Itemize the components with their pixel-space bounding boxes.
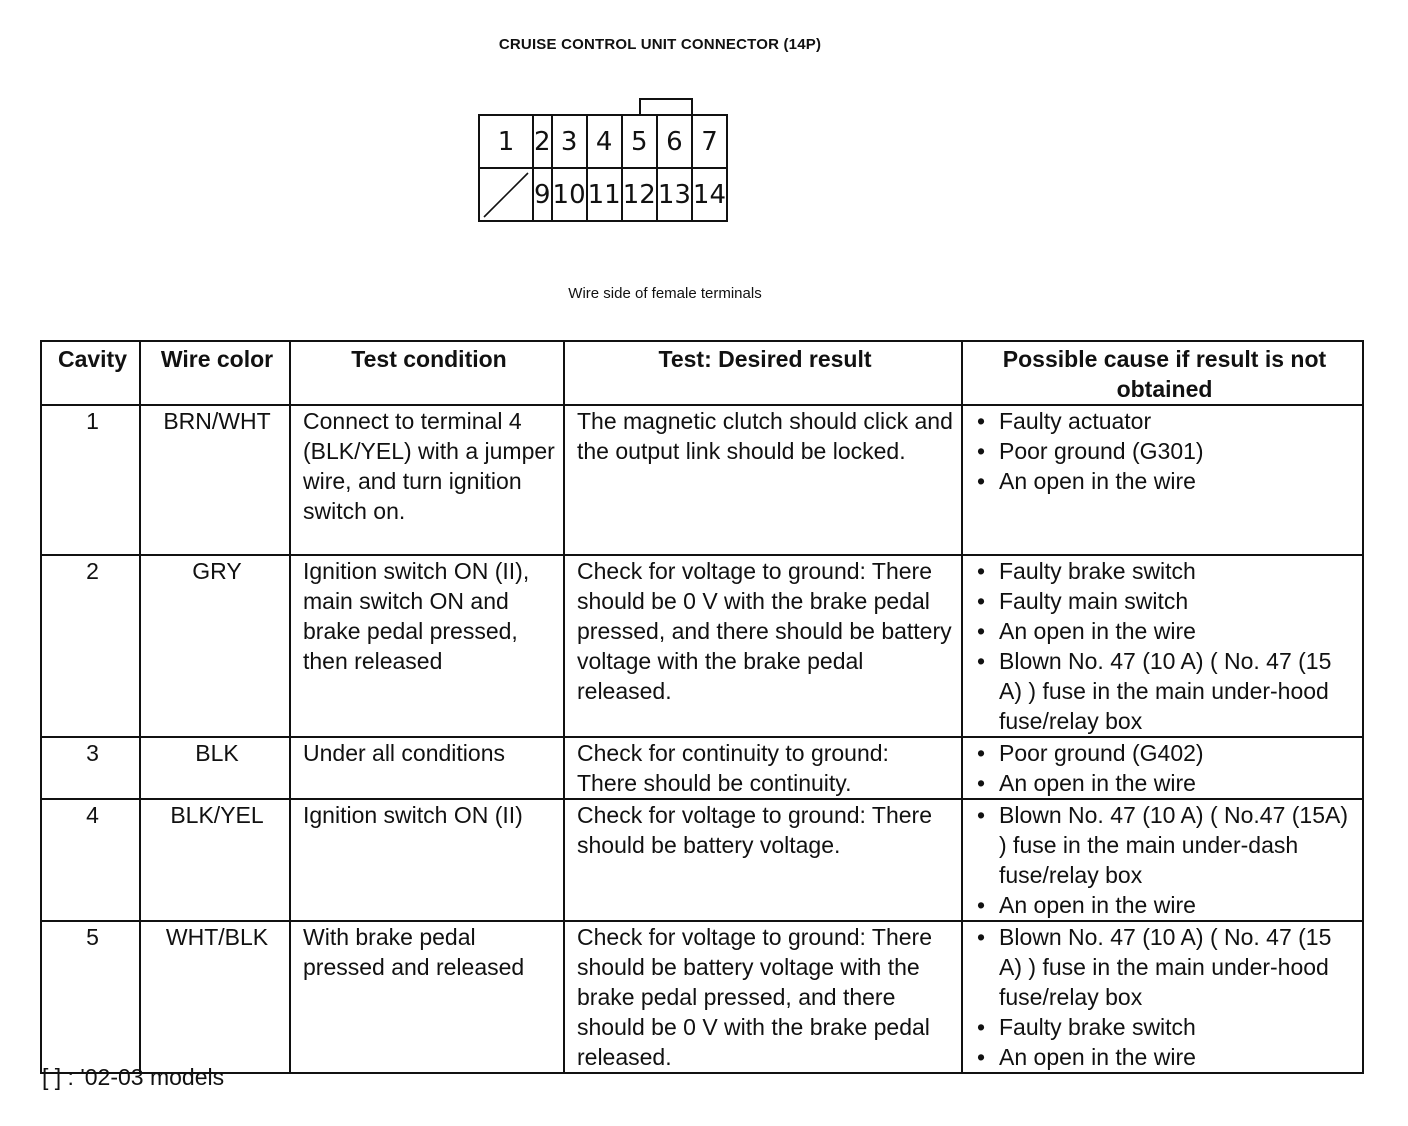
- test-condition-cell: Ignition switch ON (II), main switch ON and brake pedal pressed, then released: [290, 555, 564, 737]
- pin-11: 11: [587, 168, 622, 221]
- cavity-cell: 4: [41, 799, 140, 921]
- pin-10: 10: [552, 168, 587, 221]
- header-wire-color: Wire color: [140, 341, 290, 405]
- cavity-cell: 3: [41, 737, 140, 799]
- test-condition-cell: With brake pedal pressed and released: [290, 921, 564, 1073]
- wire-color-cell: BRN/WHT: [140, 405, 290, 555]
- cavity-cell: 1: [41, 405, 140, 555]
- pin-9: 9: [533, 168, 552, 221]
- cavity-cell: 5: [41, 921, 140, 1073]
- pin-5: 5: [622, 115, 657, 168]
- cause-item: • Faulty actuator: [975, 406, 1354, 436]
- table-row: [41, 555, 1363, 737]
- connector-lock-tab: [639, 98, 693, 115]
- pin-8-unused: [479, 168, 533, 221]
- table-header-row: [41, 341, 1363, 405]
- possible-cause-cell: [962, 921, 1363, 1073]
- cause-item: • An open in the wire: [975, 890, 1354, 920]
- footnote: [ ] : '02-03 models: [42, 1064, 225, 1090]
- desired-result-cell: Check for continuity to ground: There should be continuity.: [564, 737, 962, 799]
- desired-result-cell: The magnetic clutch should click and the output link should be locked.: [564, 405, 962, 555]
- cause-item: • Blown No. 47 (10 A) ( No. 47 (15 A) ) fuse in the main under-hood fuse/relay box: [975, 646, 1354, 736]
- page-title: CRUISE CONTROL UNIT CONNECTOR (14P): [498, 36, 822, 53]
- cause-item: • Poor ground (G402): [975, 738, 1354, 768]
- possible-cause-cell: [962, 555, 1363, 737]
- pin-6: 6: [657, 115, 692, 168]
- table-row: [41, 737, 1363, 799]
- cause-item: • Blown No. 47 (10 A) ( No.47 (15A) ) fuse in the main under-dash fuse/relay box: [975, 800, 1354, 890]
- table-row: [41, 921, 1363, 1073]
- wire-color-cell: BLK/YEL: [140, 799, 290, 921]
- header-test-condition: Test condition: [290, 341, 564, 405]
- test-condition-cell: Under all conditions: [290, 737, 564, 799]
- possible-cause-cell: [962, 737, 1363, 799]
- cause-item: • Faulty main switch: [975, 586, 1354, 616]
- possible-cause-cell: [962, 799, 1363, 921]
- pin-1: 1: [479, 115, 533, 168]
- cause-item: • An open in the wire: [975, 1042, 1354, 1072]
- cause-item: • Poor ground (G301): [975, 436, 1354, 466]
- connector-pin-grid: [478, 114, 728, 222]
- connector-row-top: [479, 115, 727, 168]
- wire-color-cell: GRY: [140, 555, 290, 737]
- possible-cause-cell: [962, 405, 1363, 555]
- cause-item: • An open in the wire: [975, 768, 1354, 798]
- pin-12: 12: [622, 168, 657, 221]
- wire-color-cell: BLK: [140, 737, 290, 799]
- test-condition-cell: Connect to terminal 4 (BLK/YEL) with a jumper wire, and turn ignition switch on.: [290, 405, 564, 555]
- pin-4: 4: [587, 115, 622, 168]
- test-condition-cell: Ignition switch ON (II): [290, 799, 564, 921]
- diagram-caption: Wire side of female terminals: [568, 285, 762, 302]
- cause-item: • Faulty brake switch: [975, 1012, 1354, 1042]
- table-row: [41, 405, 1363, 555]
- pin-7: 7: [692, 115, 727, 168]
- cause-item: • An open in the wire: [975, 616, 1354, 646]
- cause-item: • Blown No. 47 (10 A) ( No. 47 (15 A) ) fuse in the main under-hood fuse/relay box: [975, 922, 1354, 1012]
- desired-result-cell: Check for voltage to ground: There should be battery voltage.: [564, 799, 962, 921]
- table-row: [41, 799, 1363, 921]
- cavity-cell: 2: [41, 555, 140, 737]
- pin-3: 3: [552, 115, 587, 168]
- pin-14: 14: [692, 168, 727, 221]
- header-cavity: Cavity: [41, 341, 140, 405]
- header-possible-cause: Possible cause if result is not obtained: [962, 341, 1363, 405]
- cause-item: • Faulty brake switch: [975, 556, 1354, 586]
- pin-13: 13: [657, 168, 692, 221]
- header-desired-result: Test: Desired result: [564, 341, 962, 405]
- wire-color-cell: WHT/BLK: [140, 921, 290, 1073]
- desired-result-cell: Check for voltage to ground: There should be 0 V with the brake pedal pressed, and there should be battery voltage with the brake pedal released.: [564, 555, 962, 737]
- connector-row-bottom: [479, 168, 727, 221]
- cause-item: • An open in the wire: [975, 466, 1354, 496]
- pin-2: 2: [533, 115, 552, 168]
- test-table: [40, 340, 1364, 1074]
- unused-cavity-slash-icon: [480, 169, 532, 220]
- desired-result-cell: Check for voltage to ground: There should be battery voltage with the brake pedal pressed, and there should be 0 V with the brake pedal released.: [564, 921, 962, 1073]
